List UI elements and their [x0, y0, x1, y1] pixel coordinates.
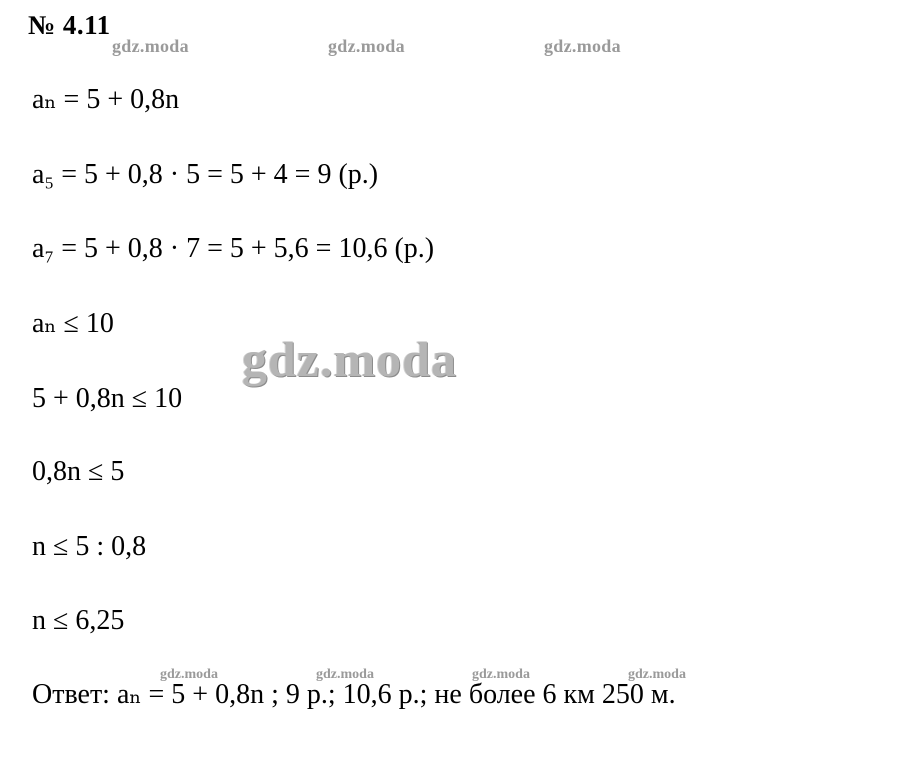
solution-line-3: a₇ = 5 + 0,8 · 7 = 5 + 5,6 = 10,6 (р.)	[32, 233, 435, 264]
watermark-top-1: gdz.moda	[112, 36, 189, 56]
solution-line-4: aₙ ≤ 10	[32, 308, 114, 339]
solution-line-5: 5 + 0,8n ≤ 10	[32, 383, 183, 414]
watermark-answer-2: gdz.moda	[316, 667, 374, 682]
watermark-answer-1: gdz.moda	[160, 667, 218, 682]
watermark-top-2: gdz.moda	[328, 36, 405, 56]
solution-line-7: n ≤ 5 : 0,8	[32, 531, 147, 562]
solution-line-8: n ≤ 6,25	[32, 605, 125, 636]
problem-number-title: № 4.11	[28, 10, 111, 40]
watermark-answer-3: gdz.moda	[472, 667, 530, 682]
watermark-answer-4: gdz.moda	[628, 667, 686, 682]
watermark-top-3: gdz.moda	[544, 36, 621, 56]
solution-line-1: aₙ = 5 + 0,8n	[32, 84, 180, 115]
solution-line-2: a₅ = 5 + 0,8 · 5 = 5 + 4 = 9 (р.)	[32, 159, 379, 190]
answer-line: Ответ: aₙ = 5 + 0,8n ; 9 р.; 10,6 р.; не более 6 км 250 м.	[32, 679, 676, 710]
solution-line-6: 0,8n ≤ 5	[32, 456, 125, 487]
watermark-center: gdz.moda	[242, 331, 457, 387]
